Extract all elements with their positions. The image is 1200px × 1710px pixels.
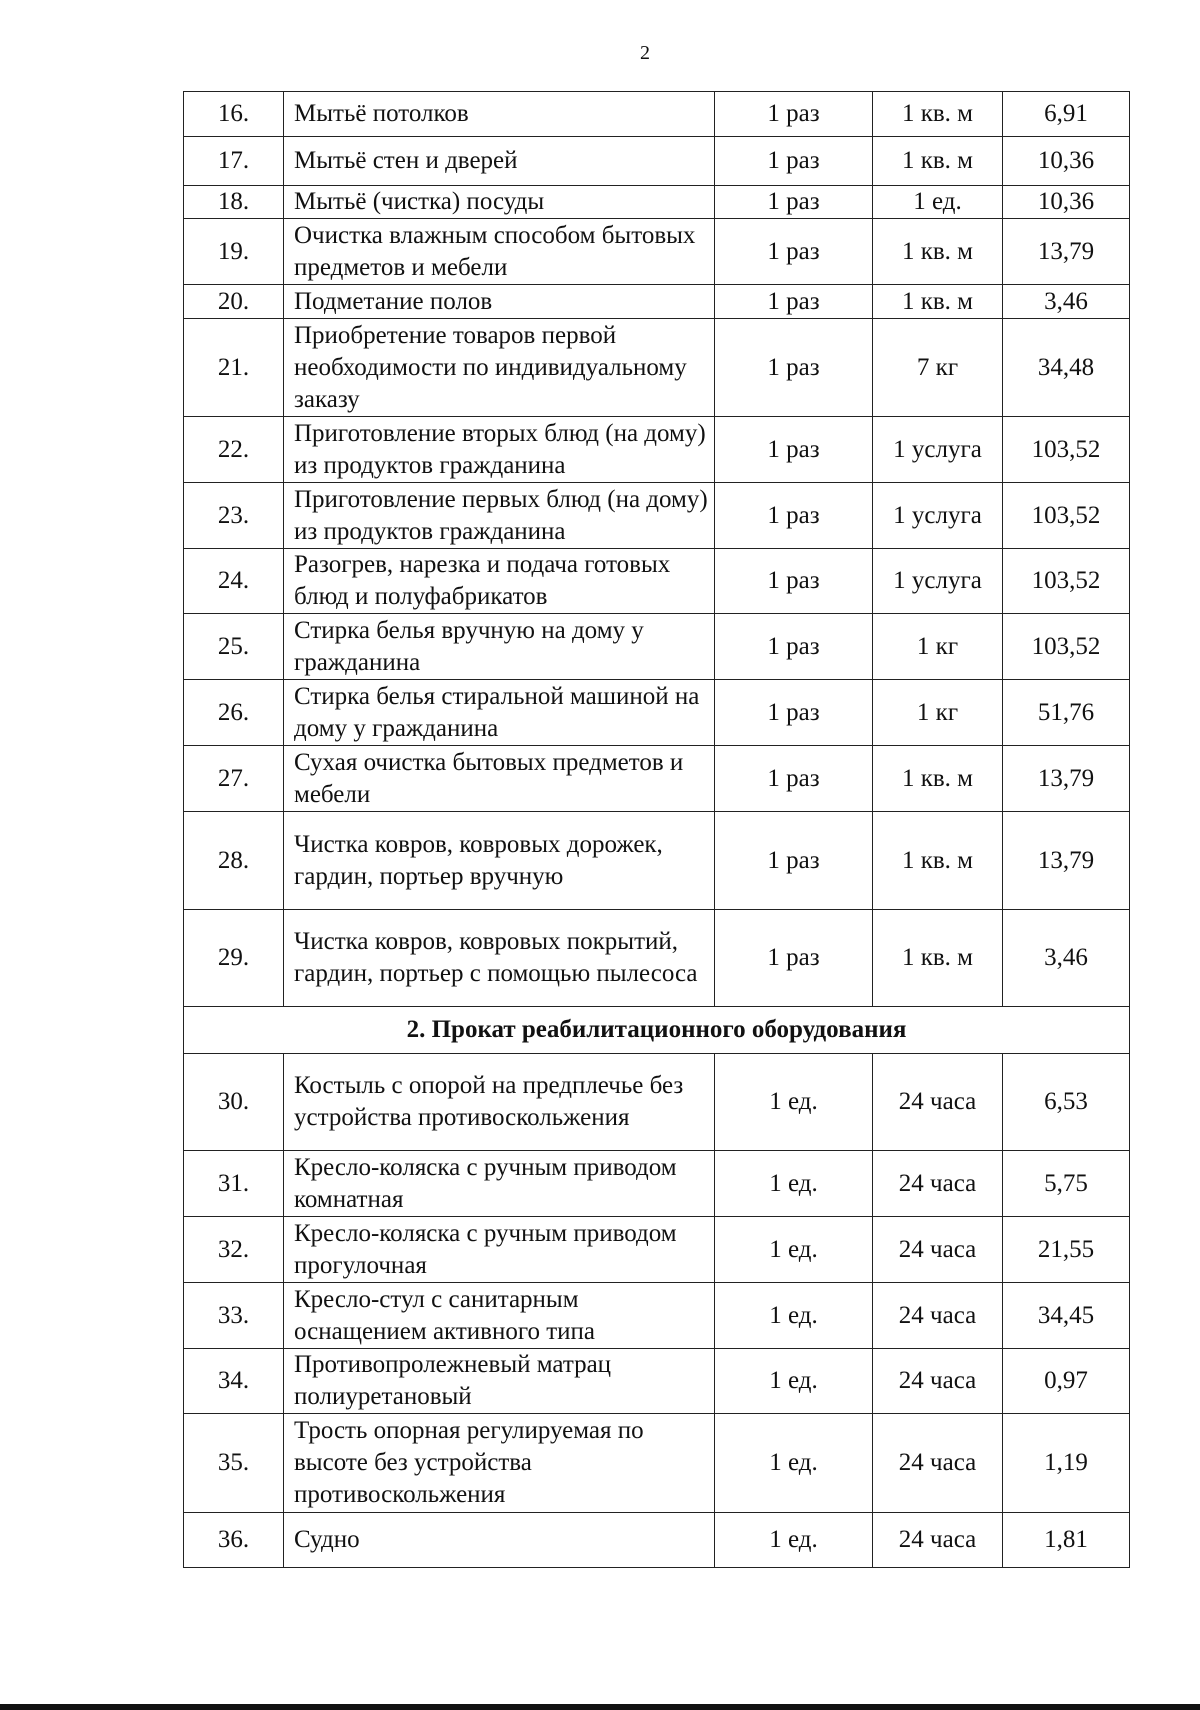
service-price: 51,76 bbox=[1003, 680, 1130, 746]
service-price: 1,81 bbox=[1003, 1513, 1130, 1568]
section-title: 2. Прокат реабилитационного оборудования bbox=[184, 1007, 1130, 1054]
service-name: Кресло-коляска с ручным приводом комнатная bbox=[284, 1151, 715, 1217]
service-price: 10,36 bbox=[1003, 137, 1130, 186]
service-unit: 1 кв. м bbox=[873, 219, 1003, 285]
service-unit: 1 кг bbox=[873, 614, 1003, 680]
service-name: Разогрев, нарезка и подача готовых блюд и полуфабрикатов bbox=[284, 549, 715, 614]
table-row bbox=[184, 746, 1130, 812]
service-name: Кресло-стул с санитарным оснащением активного типа bbox=[284, 1283, 715, 1349]
service-frequency: 1 ед. bbox=[715, 1283, 873, 1349]
table-row bbox=[184, 1151, 1130, 1217]
row-number: 20. bbox=[184, 285, 284, 319]
service-frequency: 1 ед. bbox=[715, 1217, 873, 1283]
service-frequency: 1 ед. bbox=[715, 1054, 873, 1151]
service-unit: 1 кв. м bbox=[873, 92, 1003, 137]
service-frequency: 1 раз bbox=[715, 549, 873, 614]
table-row bbox=[184, 680, 1130, 746]
service-frequency: 1 ед. bbox=[715, 1513, 873, 1568]
service-price: 34,48 bbox=[1003, 319, 1130, 417]
service-frequency: 1 раз bbox=[715, 92, 873, 137]
table-row bbox=[184, 1283, 1130, 1349]
bottom-scan-edge bbox=[0, 1704, 1200, 1710]
table-row bbox=[184, 910, 1130, 1007]
service-price: 21,55 bbox=[1003, 1217, 1130, 1283]
table-row bbox=[184, 319, 1130, 417]
service-frequency: 1 раз bbox=[715, 319, 873, 417]
service-frequency: 1 раз bbox=[715, 417, 873, 483]
row-number: 18. bbox=[184, 186, 284, 219]
service-name: Чистка ковров, ковровых покрытий, гардин, портьер с помощью пылесоса bbox=[284, 910, 715, 1007]
service-price: 10,36 bbox=[1003, 186, 1130, 219]
service-price: 13,79 bbox=[1003, 812, 1130, 910]
service-unit: 1 услуга bbox=[873, 483, 1003, 549]
table-row bbox=[184, 483, 1130, 549]
table-row bbox=[184, 1054, 1130, 1151]
table-row bbox=[184, 1217, 1130, 1283]
service-frequency: 1 ед. bbox=[715, 1414, 873, 1513]
service-price: 103,52 bbox=[1003, 417, 1130, 483]
service-name: Трость опорная регулируемая по высоте без устройства противоскольжения bbox=[284, 1414, 715, 1513]
service-price: 6,91 bbox=[1003, 92, 1130, 137]
service-name: Стирка белья стиральной машиной на дому у гражданина bbox=[284, 680, 715, 746]
service-price: 13,79 bbox=[1003, 219, 1130, 285]
service-name: Очистка влажным способом бытовых предметов и мебели bbox=[284, 219, 715, 285]
service-unit: 24 часа bbox=[873, 1414, 1003, 1513]
service-price: 3,46 bbox=[1003, 285, 1130, 319]
service-frequency: 1 раз bbox=[715, 285, 873, 319]
service-price: 5,75 bbox=[1003, 1151, 1130, 1217]
services-price-table bbox=[183, 91, 1130, 1568]
service-unit: 1 кв. м bbox=[873, 910, 1003, 1007]
service-unit: 24 часа bbox=[873, 1283, 1003, 1349]
service-frequency: 1 раз bbox=[715, 746, 873, 812]
table-row bbox=[184, 614, 1130, 680]
service-frequency: 1 раз bbox=[715, 137, 873, 186]
service-name: Мытьё потолков bbox=[284, 92, 715, 137]
row-number: 36. bbox=[184, 1513, 284, 1568]
service-name: Стирка белья вручную на дому у гражданина bbox=[284, 614, 715, 680]
service-frequency: 1 раз bbox=[715, 680, 873, 746]
service-unit: 1 кг bbox=[873, 680, 1003, 746]
table-row bbox=[184, 1414, 1130, 1513]
row-number: 32. bbox=[184, 1217, 284, 1283]
table-body-equipment-rental bbox=[184, 1054, 1130, 1568]
service-frequency: 1 раз bbox=[715, 483, 873, 549]
service-unit: 24 часа bbox=[873, 1054, 1003, 1151]
section-header-row bbox=[184, 1007, 1130, 1054]
service-frequency: 1 ед. bbox=[715, 1151, 873, 1217]
service-name: Подметание полов bbox=[284, 285, 715, 319]
service-name: Чистка ковров, ковровых дорожек, гардин, портьер вручную bbox=[284, 812, 715, 910]
service-price: 6,53 bbox=[1003, 1054, 1130, 1151]
table-row bbox=[184, 92, 1130, 137]
service-frequency: 1 ед. bbox=[715, 1349, 873, 1414]
row-number: 35. bbox=[184, 1414, 284, 1513]
service-unit: 1 услуга bbox=[873, 549, 1003, 614]
service-unit: 1 услуга bbox=[873, 417, 1003, 483]
service-name: Мытьё (чистка) посуды bbox=[284, 186, 715, 219]
row-number: 19. bbox=[184, 219, 284, 285]
service-unit: 1 ед. bbox=[873, 186, 1003, 219]
row-number: 16. bbox=[184, 92, 284, 137]
row-number: 24. bbox=[184, 549, 284, 614]
service-price: 103,52 bbox=[1003, 483, 1130, 549]
service-unit: 24 часа bbox=[873, 1349, 1003, 1414]
service-frequency: 1 раз bbox=[715, 910, 873, 1007]
row-number: 33. bbox=[184, 1283, 284, 1349]
service-unit: 24 часа bbox=[873, 1513, 1003, 1568]
table-row bbox=[184, 1513, 1130, 1568]
table-row bbox=[184, 812, 1130, 910]
service-unit: 1 кв. м bbox=[873, 812, 1003, 910]
service-name: Мытьё стен и дверей bbox=[284, 137, 715, 186]
table-row bbox=[184, 137, 1130, 186]
row-number: 21. bbox=[184, 319, 284, 417]
service-frequency: 1 раз bbox=[715, 219, 873, 285]
row-number: 34. bbox=[184, 1349, 284, 1414]
service-name: Противопролежневый матрац полиуретановый bbox=[284, 1349, 715, 1414]
service-unit: 1 кв. м bbox=[873, 285, 1003, 319]
table-row bbox=[184, 549, 1130, 614]
table-row bbox=[184, 219, 1130, 285]
row-number: 22. bbox=[184, 417, 284, 483]
row-number: 17. bbox=[184, 137, 284, 186]
table-body-household-services bbox=[184, 92, 1130, 1007]
service-unit: 24 часа bbox=[873, 1217, 1003, 1283]
service-name: Приготовление первых блюд (на дому) из продуктов гражданина bbox=[284, 483, 715, 549]
service-price: 1,19 bbox=[1003, 1414, 1130, 1513]
service-unit: 24 часа bbox=[873, 1151, 1003, 1217]
service-frequency: 1 раз bbox=[715, 186, 873, 219]
service-frequency: 1 раз bbox=[715, 614, 873, 680]
row-number: 26. bbox=[184, 680, 284, 746]
service-name: Приобретение товаров первой необходимости по индивидуальному заказу bbox=[284, 319, 715, 417]
service-price: 103,52 bbox=[1003, 614, 1130, 680]
table-row bbox=[184, 417, 1130, 483]
service-name: Кресло-коляска с ручным приводом прогулочная bbox=[284, 1217, 715, 1283]
row-number: 31. bbox=[184, 1151, 284, 1217]
row-number: 23. bbox=[184, 483, 284, 549]
row-number: 28. bbox=[184, 812, 284, 910]
service-price: 34,45 bbox=[1003, 1283, 1130, 1349]
table-row bbox=[184, 1349, 1130, 1414]
row-number: 27. bbox=[184, 746, 284, 812]
service-frequency: 1 раз bbox=[715, 812, 873, 910]
service-price: 3,46 bbox=[1003, 910, 1130, 1007]
service-unit: 1 кв. м bbox=[873, 746, 1003, 812]
row-number: 29. bbox=[184, 910, 284, 1007]
row-number: 25. bbox=[184, 614, 284, 680]
service-price: 103,52 bbox=[1003, 549, 1130, 614]
service-unit: 7 кг bbox=[873, 319, 1003, 417]
table-row bbox=[184, 186, 1130, 219]
service-name: Костыль с опорой на предплечье без устройства противоскольжения bbox=[284, 1054, 715, 1151]
service-price: 0,97 bbox=[1003, 1349, 1130, 1414]
service-unit: 1 кв. м bbox=[873, 137, 1003, 186]
service-name: Сухая очистка бытовых предметов и мебели bbox=[284, 746, 715, 812]
page-number: 2 bbox=[640, 42, 650, 64]
service-price: 13,79 bbox=[1003, 746, 1130, 812]
service-name: Судно bbox=[284, 1513, 715, 1568]
table-row bbox=[184, 285, 1130, 319]
row-number: 30. bbox=[184, 1054, 284, 1151]
service-name: Приготовление вторых блюд (на дому) из продуктов гражданина bbox=[284, 417, 715, 483]
